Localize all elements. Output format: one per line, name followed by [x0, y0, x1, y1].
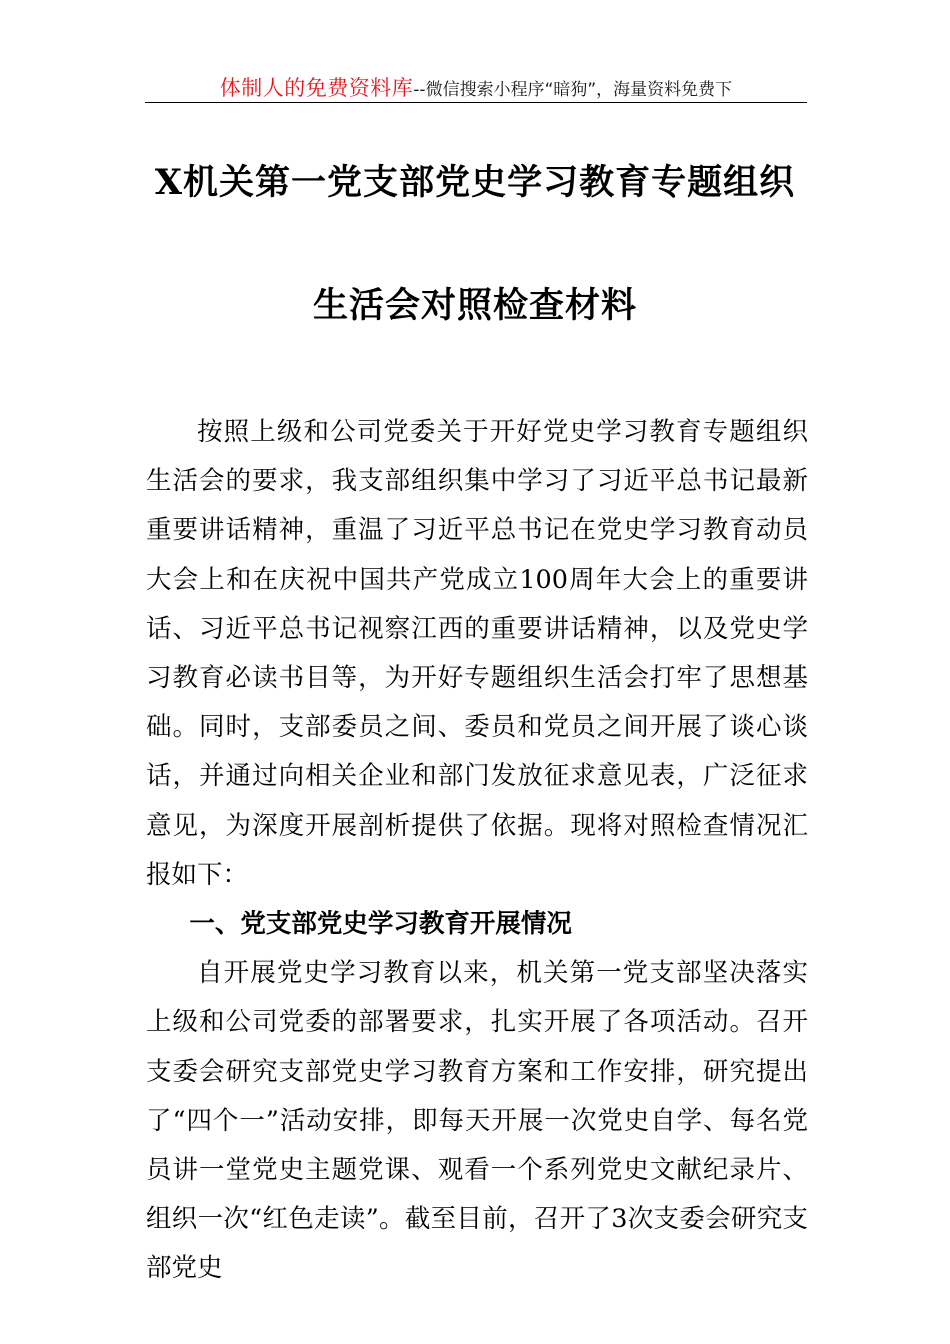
section-1-heading: 一、党支部党史学习教育开展情况 — [189, 909, 572, 940]
document-title-line-2: 生活会对照检查材料 — [312, 285, 637, 326]
document-body — [146, 408, 808, 1294]
intro-paragraph: 按照上级和公司党委关于开好党史学习教育专题组织生活会的要求，我支部组织集中学习了习近平总书记最新重要讲话精神，重温了习近平总书记在党史学习教育动员大会上和在庆祝中国共产党成立100周年大会上的重要讲话、习近平总书记视察江西的重要讲话精神，以及党史学习教育必读书目等，为开好专题组织生活会打牢了思想基础。同时，支部委员之间、委员和党员之间开展了谈心谈话，并通过向相关企业和部门发放征求意见表，广泛征求意见，为深度开展剖析提供了依据。现将对照检查情况汇报如下： — [146, 417, 808, 890]
section-1-paragraph: 自开展党史学习教育以来，机关第一党支部坚决落实上级和公司党委的部署要求，扎实开展了各项活动。召开支委会研究支部党史学习教育方案和工作安排，研究提出了“四个一”活动安排，即每天开展一次党史自学、每名党员讲一堂党史主题党课、观看一个系列党史文献纪录片、组织一次“红色走读”。截至目前，召开了3次支委会研究支部党史 — [146, 958, 808, 1284]
document-title-line-1: X机关第一党支部党史学习教育专题组织 — [154, 162, 796, 203]
header-slogan: --微信搜索小程序“暗狗”，海量资料免费下 — [413, 80, 733, 100]
header-brand: 体制人的免费资料库 — [219, 76, 414, 100]
watermark-header — [145, 72, 807, 103]
